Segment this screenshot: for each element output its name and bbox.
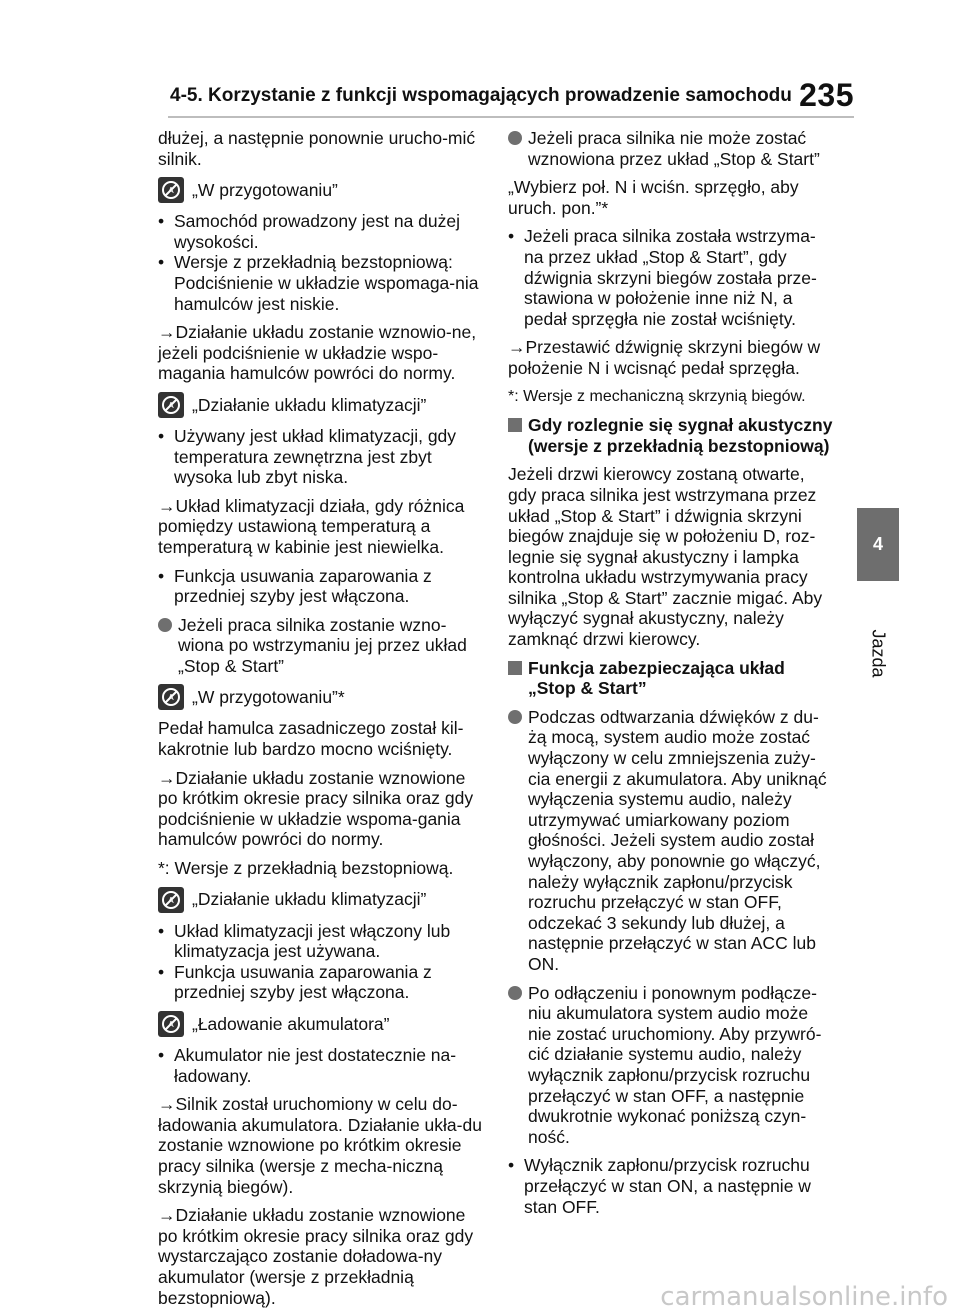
list-item: • Jeżeli praca silnika została wstrzyma-na przez układ „Stop & Start”, gdy dźwignia skrzyni biegów została prze-stawiona w położenie inne niż N, a pedał sprzęgła nie został wciśnięty.: [508, 226, 817, 329]
svg-text:A: A: [168, 693, 174, 703]
paragraph: →Silnik został uruchomiony w celu do-ładowania akumulatora. Działanie ukła-du zostanie wznowione po krótkim okresie pracy silnika (wersje z mecha-niczną skrzynią biegów).: [158, 1094, 482, 1197]
list-item: • Samochód prowadzony jest na dużej wysokości.: [158, 211, 461, 252]
bullet-list: [158, 921, 483, 1003]
bullet-list: [158, 1045, 483, 1086]
paragraph: „Wybierz poł. N i wciśn. sprzęgło, aby uruch. pon.”*: [508, 177, 799, 218]
message-text: „Działanie układu klimatyzacji”: [192, 889, 427, 910]
list-item: • Funkcja usuwania zaparowania z przedniej szyby jest włączona.: [158, 565, 432, 607]
chapter-tab[interactable]: 4: [857, 508, 899, 581]
paragraph: →Układ klimatyzacji działa, gdy różnica pomiędzy ustawioną temperaturą a temperaturą w kabinie jest niewielka.: [158, 495, 465, 557]
square-bullet-icon: [508, 418, 522, 432]
message-row: [158, 1011, 483, 1037]
paragraph: →Działanie układu zostanie wznowione po krótkim okresie pracy silnika oraz gdy podciśnienie w układzie wspoma-gania hamulców powróci do normy.: [158, 767, 474, 850]
paragraph: Jeżeli drzwi kierowcy zostaną otwarte, gdy praca silnika jest wstrzymana przez układ „Stop & Start” i dźwignia skrzyni biegów znajduje się w położeniu D, roz-legnie się sygnał akustyczny i lampka kontrolna układu wstrzymywania pracy silnika „Stop & Start” zacznie migać. Aby wyłączyć sygnał akustyczny, należy zamknąć drzwi kierowcy.: [508, 464, 823, 650]
chapter-label: [870, 625, 890, 685]
list-item: • Akumulator nie jest dostatecznie na-ładowany.: [158, 1045, 457, 1086]
bullet-list: [508, 226, 833, 329]
circle-bullet-icon: [508, 131, 522, 145]
paragraph: dłużej, a następnie ponownie urucho-mić silnik.: [158, 128, 476, 169]
circle-bullet-item: Podczas odtwarzania dźwięków z du-żą mocą, system audio może zostać wyłączony w celu zmniejszenia zuży-cia energii z akumulatora. Aby uniknąć wyłączenia systemu audio, należy utrzymywać umiarkowany poziom głośności. Jeżeli system audio został wyłączony, aby ponownie go włączyć, należy wyłącznik zapłonu/przycisk rozruchu przełączyć w stan OFF, odczekać 3 sekundy lub dłużej, a następnie przełączyć w stan ACC lub ON.: [508, 707, 833, 975]
circle-bullet-item: Jeżeli praca silnika zostanie wzno-wiona po wstrzymaniu jej przez układ „Stop & Start”: [158, 615, 483, 677]
square-bullet-icon: [508, 661, 522, 675]
header-rule: [168, 116, 854, 118]
stop-start-indicator-icon: [158, 1011, 184, 1037]
paragraph: Pedał hamulca zasadniczego został kil-kakrotnie lub bardzo mocno wciśnięty.: [158, 718, 464, 760]
paragraph: →Działanie układu zostanie wznowio-ne, jeżeli podciśnienie w układzie wspo-magania hamulców powróci do normy.: [158, 322, 477, 384]
footnote: *: Wersje z mechaniczną skrzynią biegów.: [508, 387, 806, 405]
bullet-list: [158, 426, 483, 488]
right-column: [508, 128, 833, 1225]
message-text: „W przygotowaniu”*: [192, 687, 345, 708]
page-header: [170, 77, 854, 113]
message-row: [158, 887, 483, 913]
bullet-list: [508, 1155, 833, 1217]
stop-start-indicator-icon: [158, 684, 184, 710]
message-text: „Ładowanie akumulatora”: [192, 1013, 390, 1034]
watermark: carmanualsonline.info: [660, 1282, 948, 1312]
list-item: • Układ klimatyzacji jest włączony lub klimatyzacja jest używana.: [158, 920, 451, 962]
bullet-list: [158, 566, 483, 607]
paragraph: →Przestawić dźwignię skrzyni biegów w położenie N i wcisnąć pedał sprzęgła.: [508, 337, 821, 378]
page-number: 235: [799, 77, 854, 113]
svg-text:A: A: [168, 400, 174, 410]
list-item: • Funkcja usuwania zaparowania z przedniej szyby jest włączona.: [158, 961, 432, 1003]
paragraph: →Działanie układu zostanie wznowione po krótkim okresie pracy silnika oraz gdy wystarczająco zostanie doładowa-ny akumulator (wersje z przekładnią bezstopniową).: [158, 1205, 474, 1308]
stop-start-indicator-icon: [158, 177, 184, 203]
footnote: *: Wersje z przekładnią bezstopniową.: [158, 858, 454, 879]
circle-bullet-icon: [158, 618, 172, 632]
list-item: • Używany jest układ klimatyzacji, gdy temperatura zewnętrzna jest zbyt wysoka lub zbyt niska.: [158, 425, 457, 488]
left-column: [158, 128, 483, 1316]
list-item: • Wersje z przekładnią bezstopniową: Podciśnienie w układzie wspomaga-nia hamulców jest niskie.: [158, 252, 479, 314]
stop-start-indicator-icon: [158, 887, 184, 913]
circle-bullet-item: Po odłączeniu i ponownym podłącze-niu akumulatora system audio może nie zostać uruchomiony. Aby przywró-cić działanie systemu audio, należy wyłącznik zapłonu/przycisk rozruchu przełączyć w stan OFF, a następnie dwukrotnie wykonać poniższą czyn-ność.: [508, 983, 833, 1148]
stop-start-indicator-icon: [158, 392, 184, 418]
circle-bullet-icon: [508, 710, 522, 724]
section-heading: Funkcja zabezpieczająca układ „Stop & Start”: [508, 658, 833, 699]
list-item: • Wyłącznik zapłonu/przycisk rozruchu przełączyć w stan ON, a następnie w stan OFF.: [508, 1155, 811, 1217]
circle-bullet-item: Jeżeli praca silnika nie może zostać wznowiona przez układ „Stop & Start”: [508, 128, 833, 169]
section-heading: Gdy rozlegnie się sygnał akustyczny (wersje z przekładnią bezstopniową): [508, 415, 833, 456]
message-row: [158, 684, 483, 710]
chapter-label-text: Jazda: [868, 629, 889, 678]
section-title: 4-5. Korzystanie z funkcji wspomagających prowadzenie samochodu: [170, 85, 792, 106]
svg-text:A: A: [168, 895, 174, 905]
message-text: „W przygotowaniu”: [192, 179, 338, 200]
circle-bullet-icon: [508, 986, 522, 1000]
message-text: „Działanie układu klimatyzacji”: [192, 394, 427, 415]
message-row: [158, 392, 483, 418]
message-row: [158, 177, 483, 203]
svg-text:A: A: [168, 186, 174, 196]
svg-text:A: A: [168, 1020, 174, 1029]
bullet-list: [158, 211, 483, 314]
